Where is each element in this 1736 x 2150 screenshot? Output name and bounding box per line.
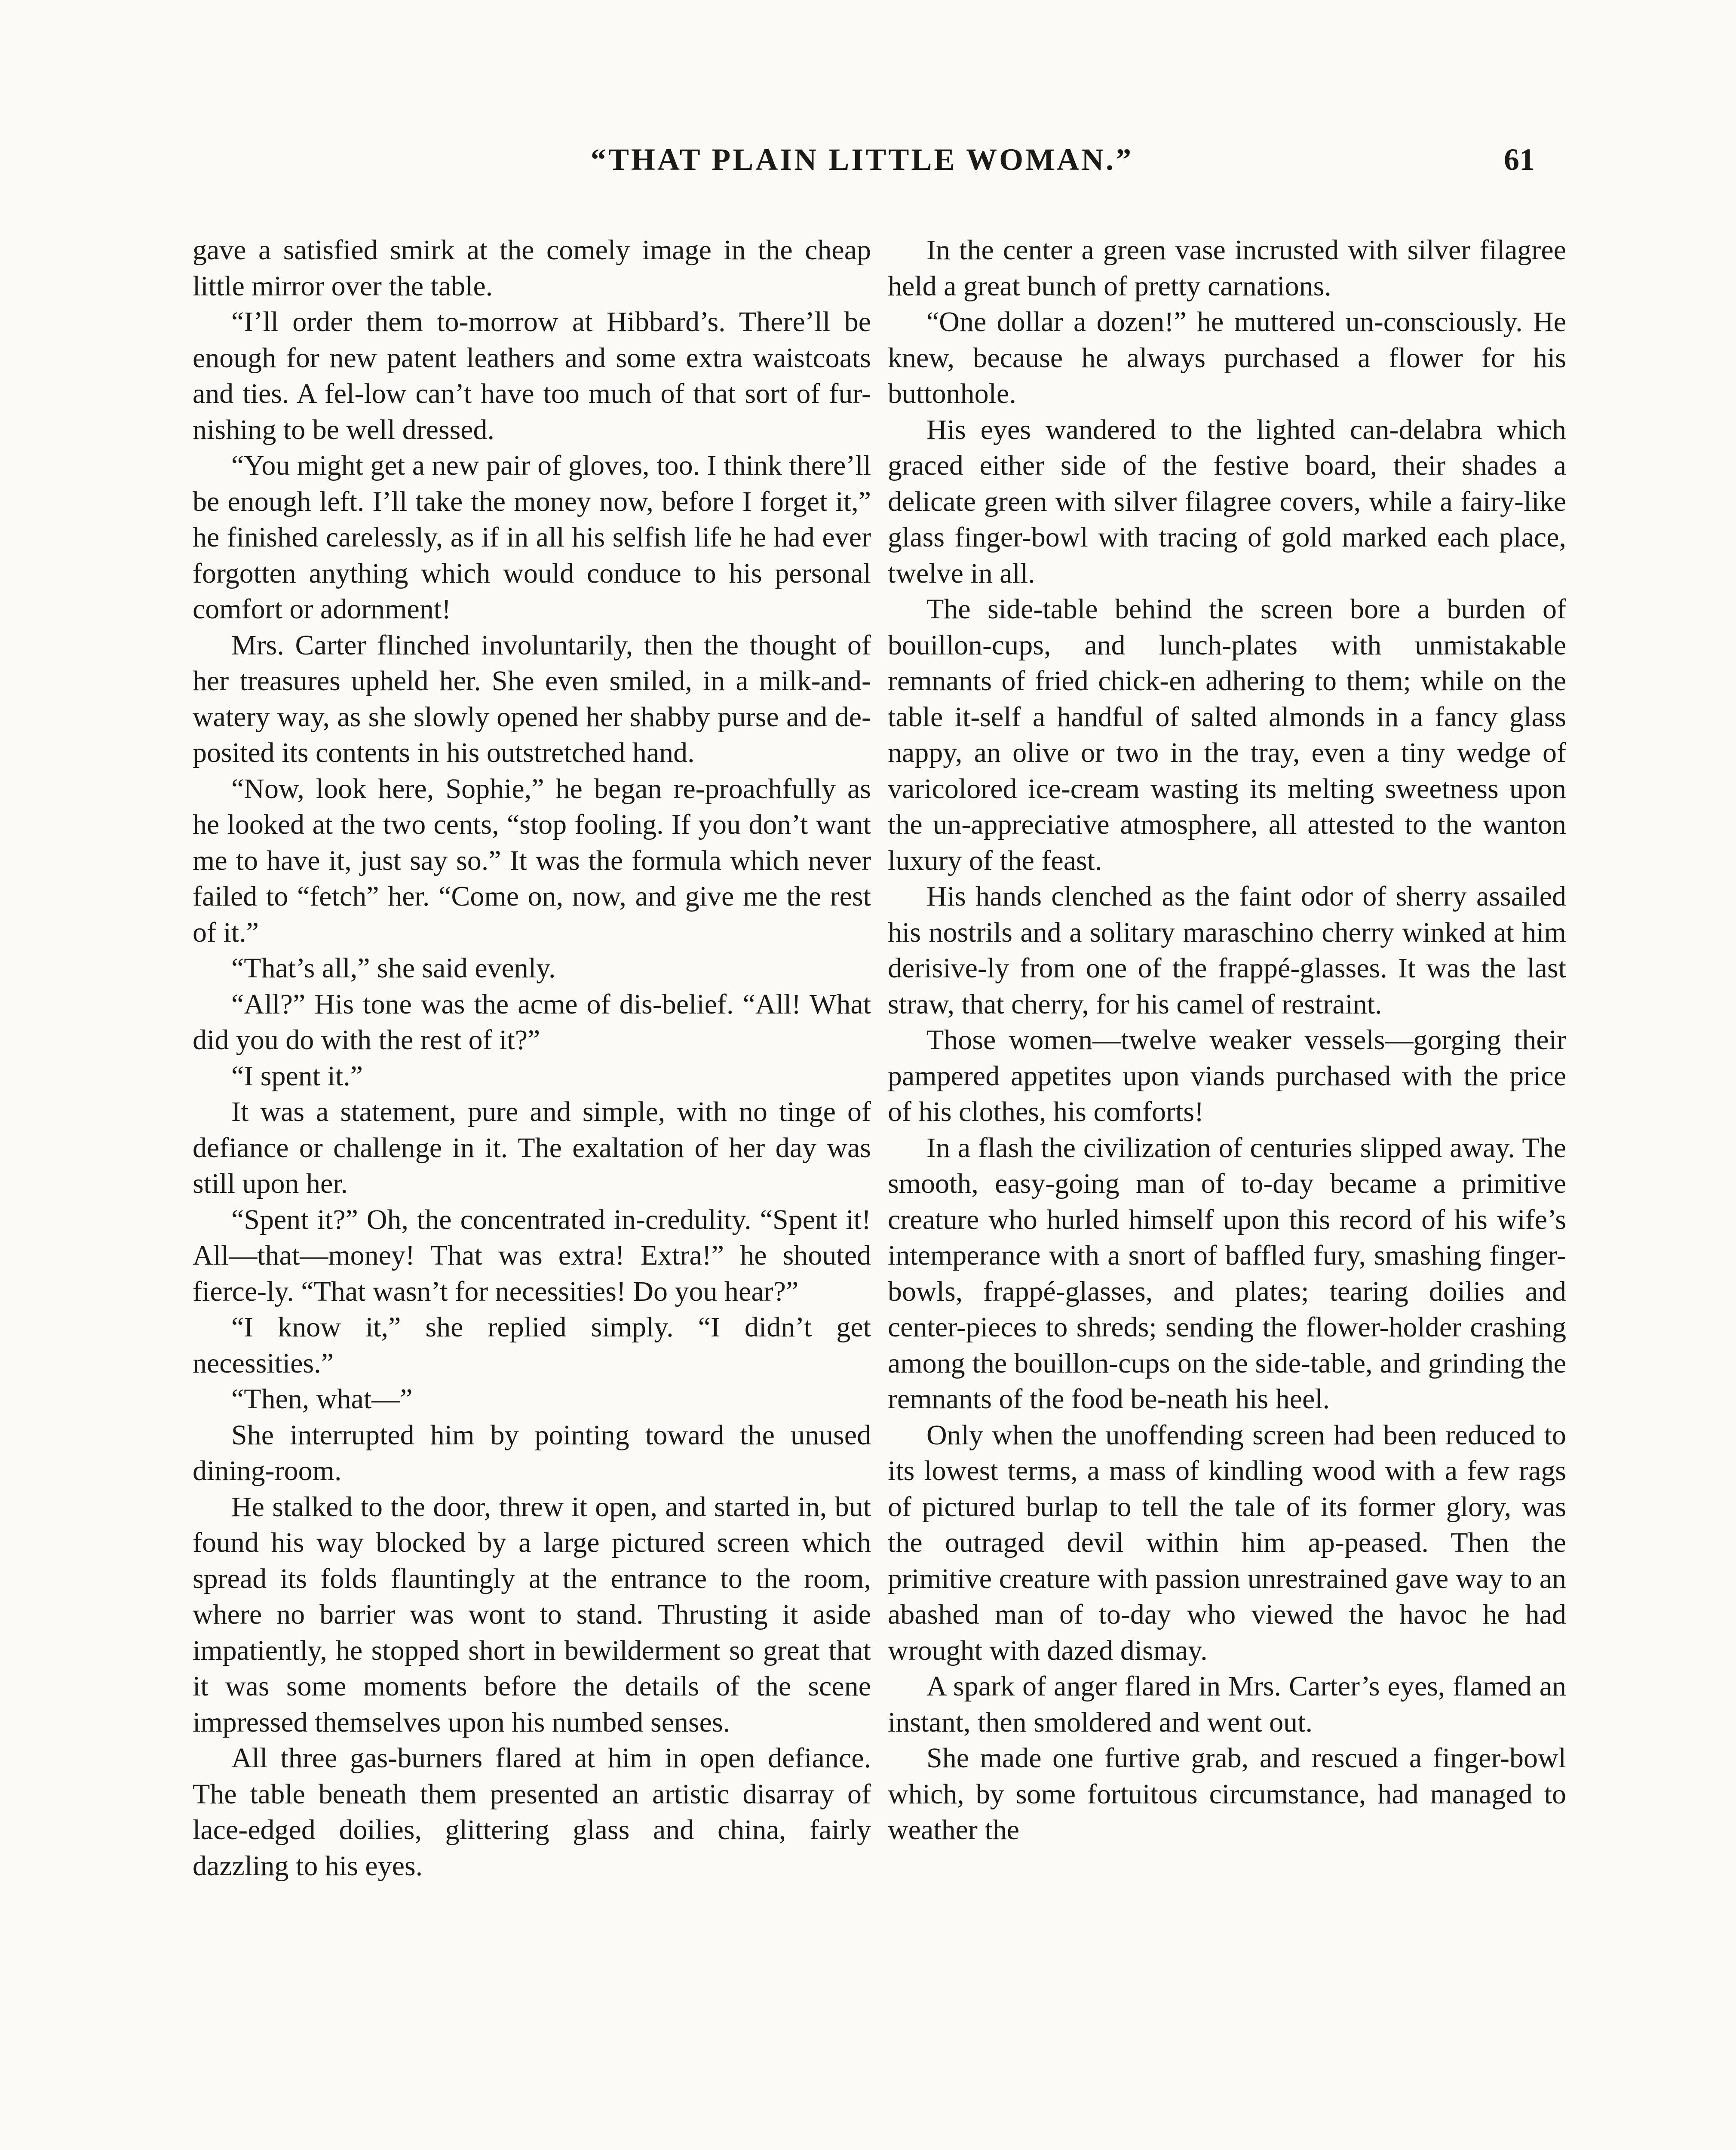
paragraph: gave a satisfied smirk at the comely image in the cheap little mirror over the table.: [193, 234, 871, 302]
paragraph: Only when the unoffending screen had been reduced to its lowest terms, a mass of kindling wood with a few rags of pictured burlap to tell the tale of its former glory, was the outraged devil within him ap-peased. Then the primitive creature with passion unrestrained gave way to an abashed man of to-day who viewed the havoc he had wrought with dazed dismay.: [888, 1419, 1566, 1666]
paragraph: His eyes wandered to the lighted can-delabra which graced either side of the festive board, their shades a delicate green with silver filagree covers, while a fairy-like glass finger-bowl with tracing of gold marked each place, twelve in all.: [888, 414, 1566, 589]
paragraph: In the center a green vase incrusted with silver filagree held a great bunch of pretty carnations.: [888, 234, 1566, 302]
paragraph: His hands clenched as the faint odor of sherry assailed his nostrils and a solitary maraschino cherry winked at him derisive-ly from one of the frappé-glasses. It was the last straw, that cherry, for his camel of restraint.: [888, 881, 1566, 1020]
paragraph: It was a statement, pure and simple, with no tinge of defiance or challenge in it. The exaltation of her day was still upon her.: [193, 1096, 871, 1199]
paragraph: “You might get a new pair of gloves, too. I think there’ll be enough left. I’ll take the money now, before I forget it,” he finished carelessly, as if in all his selfish life he had ever forgotten anything which would conduce to his personal comfort or adornment!: [193, 450, 871, 625]
paragraph: “I’ll order them to-morrow at Hibbard’s. There’ll be enough for new patent leathers and some extra waistcoats and ties. A fel-low can’t have too much of that sort of fur-nishing to be well dressed.: [193, 306, 871, 445]
paragraph: “Then, what—”: [231, 1383, 413, 1415]
paragraph: “Now, look here, Sophie,” he began re-proachfully as he looked at the two cents, “stop fooling. If you don’t want me to have it, just say so.” It was the formula which never failed to “fetch” her. “Come on, now, and give me the rest of it.”: [193, 773, 871, 948]
paragraph: She made one furtive grab, and rescued a finger-bowl which, by some fortuitous circumstance, had managed to weather the: [888, 1742, 1566, 1846]
paragraph: He stalked to the door, threw it open, and started in, but found his way blocked by a large pictured screen which spread its folds flauntingly at the entrance to the room, where no barrier was wont to stand. Thrusting it aside impatiently, he stopped short in bewilderment so great that it was some moments before the details of the scene impressed themselves upon his numbed senses.: [193, 1491, 871, 1738]
paragraph: “I know it,” she replied simply. “I didn’t get necessities.”: [193, 1312, 871, 1379]
page-number: 61: [1504, 142, 1535, 177]
paragraph: “I spent it.”: [231, 1060, 363, 1092]
paragraph: She interrupted him by pointing toward the unused dining-room.: [193, 1419, 871, 1487]
page-header: [189, 142, 1535, 194]
paragraph: “All?” His tone was the acme of dis-belief. “All! What did you do with the rest of it?”: [193, 988, 871, 1056]
paragraph: A spark of anger flared in Mrs. Carter’s eyes, flamed an instant, then smoldered and went out.: [888, 1671, 1566, 1738]
running-title: “THAT PLAIN LITTLE WOMAN.”: [590, 142, 1134, 177]
paragraph: “Spent it?” Oh, the concentrated in-credulity. “Spent it! All—that—money! That was extra! Extra!” he shouted fierce-ly. “That wasn’t for necessities! Do you hear?”: [193, 1204, 871, 1307]
paragraph: In a flash the civilization of centuries slipped away. The smooth, easy-going man of to-day became a primitive creature who hurled himself upon this record of his wife’s intemperance with a snort of baffled fury, smashing finger-bowls, frappé-glasses, and plates; tearing doilies and center-pieces to shreds; sending the flower-holder crashing among the bouillon-cups on the side-table, and grinding the remnants of the food be-neath his heel.: [888, 1132, 1566, 1415]
left-column: [193, 232, 871, 1884]
paragraph: “That’s all,” she said evenly.: [231, 952, 556, 984]
paragraph: All three gas-burners flared at him in open defiance. The table beneath them presented an artistic disarray of lace-edged doilies, glittering glass and china, fairly dazzling to his eyes.: [193, 1742, 871, 1882]
right-column: [888, 232, 1566, 1848]
paragraph: Mrs. Carter flinched involuntarily, then the thought of her treasures upheld her. She even smiled, in a milk-and-watery way, as she slowly opened her shabby purse and de-posited its contents in his outstretched hand.: [193, 629, 871, 768]
paragraph: Those women—twelve weaker vessels—gorging their pampered appetites upon viands purchased with the price of his clothes, his comforts!: [888, 1024, 1566, 1127]
paragraph: The side-table behind the screen bore a burden of bouillon-cups, and lunch-plates with unmistakable remnants of fried chick-en adhering to them; while on the table it-self a handful of salted almonds in a fancy glass nappy, an olive or two in the tray, even a tiny wedge of varicolored ice-cream wasting its melting sweetness upon the un-appreciative atmosphere, all attested to the wanton luxury of the feast.: [888, 593, 1566, 876]
paragraph: “One dollar a dozen!” he muttered un-consciously. He knew, because he always purchased a flower for his buttonhole.: [888, 306, 1566, 409]
